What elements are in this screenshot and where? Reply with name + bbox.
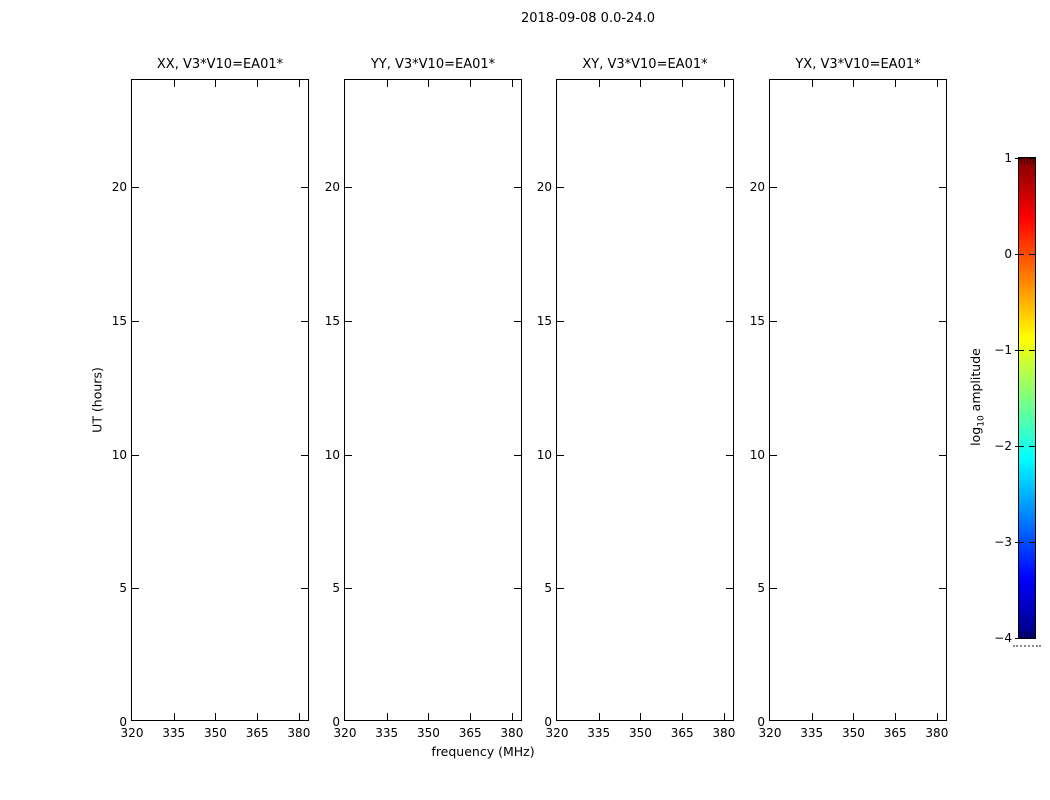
x-tick-mark — [174, 80, 175, 87]
y-tick-mark — [132, 321, 139, 322]
y-tick-label: 20 — [536, 180, 552, 194]
colorbar-tick-label: 0 — [1004, 247, 1012, 261]
y-tick-mark — [514, 588, 521, 589]
subplot-xx-title: XX, V3*V10=EA01* — [156, 57, 284, 72]
subplot-yx-plot-area — [749, 79, 949, 740]
colorbar-minor-tick — [1024, 158, 1025, 164]
subplot-yy-title: YY, V3*V10=EA01* — [370, 57, 496, 72]
y-tick-mark — [557, 187, 564, 188]
colorbar-tick-mark — [1015, 254, 1024, 255]
y-tick-label: 5 — [332, 581, 340, 596]
x-tick-mark — [428, 80, 429, 87]
x-tick-mark — [512, 80, 513, 87]
y-tick-mark — [770, 187, 777, 188]
x-tick-label: 335 — [587, 726, 611, 740]
y-tick-label: 15 — [324, 313, 340, 328]
x-tick-label: 350 — [628, 726, 652, 740]
x-tick-mark — [640, 713, 641, 720]
x-tick-mark — [387, 80, 388, 87]
x-tick-mark — [512, 713, 513, 720]
y-tick-label: 10 — [111, 447, 127, 462]
x-tick-label: 365 — [670, 726, 694, 740]
y-tick-mark — [557, 455, 564, 456]
x-tick-mark — [387, 713, 388, 720]
colorbar-label — [968, 348, 987, 446]
x-tick-mark — [937, 80, 938, 87]
colorbar-minor-tick — [1027, 632, 1028, 638]
y-tick-label: 5 — [119, 581, 127, 596]
colorbar-tick-label: −4 — [994, 631, 1012, 645]
x-tick-mark — [640, 80, 641, 87]
y-tick-mark — [514, 187, 521, 188]
x-tick-mark — [853, 80, 854, 87]
colorbar-minor-tick — [1027, 158, 1028, 164]
y-tick-mark — [770, 588, 777, 589]
x-tick-mark — [428, 713, 429, 720]
colorbar-tick-mark — [1029, 638, 1035, 639]
x-axis-label: frequency (MHz) — [431, 744, 535, 759]
y-tick-mark — [557, 321, 564, 322]
colorbar-minor-tick — [1030, 632, 1031, 638]
y-tick-mark — [726, 321, 733, 322]
colorbar-gradient — [1019, 158, 1035, 638]
x-tick-label: 335 — [162, 726, 186, 740]
subplot-xx — [111, 57, 311, 740]
x-tick-mark — [215, 713, 216, 720]
x-tick-mark — [724, 713, 725, 720]
x-tick-mark — [257, 713, 258, 720]
y-tick-mark — [770, 455, 777, 456]
subplot-yx — [749, 57, 949, 740]
y-tick-label: 5 — [544, 581, 552, 596]
colorbar-tick-mark — [1029, 542, 1035, 543]
x-tick-mark — [174, 713, 175, 720]
y-tick-label: 15 — [111, 313, 127, 328]
x-tick-label: 380 — [287, 726, 311, 740]
y-tick-label: 0 — [332, 715, 340, 729]
colorbar-tick-mark — [1029, 446, 1035, 447]
x-tick-mark — [299, 713, 300, 720]
x-tick-label: 320 — [333, 726, 357, 740]
x-tick-label: 365 — [883, 726, 907, 740]
x-tick-label: 350 — [416, 726, 440, 740]
colorbar-tick-mark — [1029, 350, 1035, 351]
x-tick-label: 380 — [712, 726, 736, 740]
x-tick-label: 350 — [203, 726, 227, 740]
x-tick-mark — [599, 713, 600, 720]
colorbar-tick-mark — [1015, 158, 1024, 159]
y-tick-mark — [939, 455, 946, 456]
x-tick-mark — [724, 80, 725, 87]
colorbar-minor-tick — [1021, 632, 1022, 638]
colorbar-minor-tick — [1030, 158, 1031, 164]
x-tick-mark — [470, 713, 471, 720]
colorbar-tick-label: −3 — [994, 535, 1012, 549]
y-tick-label: 15 — [749, 313, 765, 328]
y-tick-mark — [301, 321, 308, 322]
colorbar-tick-label: −2 — [994, 439, 1012, 453]
subplot-xy-title: XY, V3*V10=EA01* — [582, 57, 708, 72]
y-tick-mark — [726, 455, 733, 456]
y-tick-label: 10 — [536, 447, 552, 462]
x-tick-label: 335 — [375, 726, 399, 740]
x-tick-label: 320 — [545, 726, 569, 740]
y-tick-label: 20 — [324, 180, 340, 194]
x-tick-mark — [215, 80, 216, 87]
x-tick-mark — [599, 80, 600, 87]
y-tick-mark — [345, 321, 352, 322]
x-tick-mark — [937, 713, 938, 720]
subplot-yy — [324, 57, 524, 740]
colorbar — [994, 151, 1036, 645]
figure-title: 2018-09-08 0.0-24.0 — [521, 11, 655, 26]
y-tick-mark — [939, 187, 946, 188]
colorbar-under-dots — [1013, 645, 1041, 647]
x-tick-mark — [895, 80, 896, 87]
subplot-xy — [536, 57, 736, 740]
colorbar-label-subscript: 10 — [976, 415, 987, 427]
y-tick-label: 0 — [757, 715, 765, 729]
y-tick-mark — [301, 455, 308, 456]
y-tick-label: 20 — [111, 180, 127, 194]
x-tick-mark — [470, 80, 471, 87]
y-tick-mark — [514, 321, 521, 322]
colorbar-label-amplitude: amplitude — [967, 348, 983, 416]
y-tick-mark — [345, 455, 352, 456]
y-tick-label: 0 — [119, 715, 127, 729]
y-tick-mark — [301, 187, 308, 188]
y-tick-mark — [132, 588, 139, 589]
x-tick-mark — [299, 80, 300, 87]
y-tick-mark — [726, 588, 733, 589]
subplot-xx-plot-area — [111, 79, 311, 740]
y-tick-mark — [726, 187, 733, 188]
x-tick-mark — [895, 713, 896, 720]
x-tick-label: 365 — [245, 726, 269, 740]
y-tick-label: 15 — [536, 313, 552, 328]
y-tick-label: 10 — [324, 447, 340, 462]
x-tick-label: 380 — [925, 726, 949, 740]
y-tick-mark — [770, 321, 777, 322]
x-tick-mark — [682, 713, 683, 720]
x-tick-mark — [682, 80, 683, 87]
y-tick-mark — [132, 187, 139, 188]
y-tick-label: 5 — [757, 581, 765, 596]
x-tick-mark — [812, 713, 813, 720]
x-tick-label: 365 — [458, 726, 482, 740]
y-tick-mark — [939, 588, 946, 589]
x-tick-label: 380 — [500, 726, 524, 740]
colorbar-minor-tick — [1024, 632, 1025, 638]
y-tick-label: 20 — [749, 180, 765, 194]
y-tick-mark — [557, 588, 564, 589]
x-tick-mark — [812, 80, 813, 87]
y-axis-label: UT (hours) — [89, 367, 105, 433]
colorbar-tick-mark — [1015, 542, 1024, 543]
subplot-yy-plot-area — [324, 79, 524, 740]
colorbar-label-log: log — [967, 426, 983, 446]
subplot-xy-plot-area — [536, 79, 736, 740]
colorbar-minor-tick — [1033, 632, 1034, 638]
colorbar-minor-tick — [1021, 158, 1022, 164]
colorbar-tick-mark — [1029, 254, 1035, 255]
colorbar-tick-mark — [1015, 446, 1024, 447]
colorbar-tick-mark — [1015, 350, 1024, 351]
y-tick-label: 0 — [544, 715, 552, 729]
y-tick-label: 10 — [749, 447, 765, 462]
y-tick-mark — [514, 455, 521, 456]
x-tick-label: 320 — [758, 726, 782, 740]
y-tick-mark — [132, 455, 139, 456]
x-tick-label: 350 — [841, 726, 865, 740]
colorbar-tick-mark — [1015, 638, 1024, 639]
colorbar-tick-label: 1 — [1004, 151, 1012, 165]
y-tick-mark — [345, 588, 352, 589]
y-tick-mark — [939, 321, 946, 322]
colorbar-minor-tick — [1033, 158, 1034, 164]
x-tick-label: 335 — [800, 726, 824, 740]
subplot-yx-title: YX, V3*V10=EA01* — [795, 57, 921, 72]
x-tick-mark — [257, 80, 258, 87]
y-tick-mark — [301, 588, 308, 589]
colorbar-tick-label: −1 — [994, 343, 1012, 357]
x-tick-label: 320 — [120, 726, 144, 740]
y-tick-mark — [345, 187, 352, 188]
x-tick-mark — [853, 713, 854, 720]
